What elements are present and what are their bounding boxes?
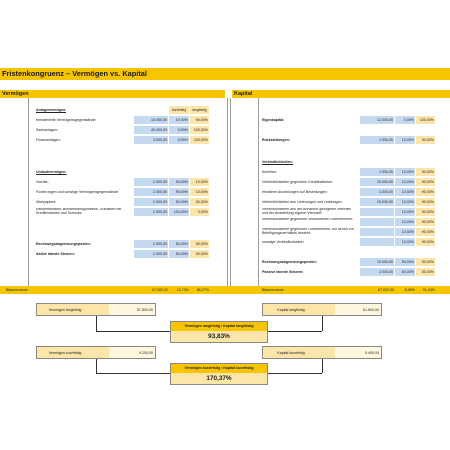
row-label: Wertpapiere: [36,200,57,204]
umlauf-title-row [36,168,211,176]
table-row [262,116,437,124]
long-percent: 50,00% [190,240,209,248]
row-label: Finanzanlagen: [36,138,61,142]
long-percent: 90,00% [416,136,435,144]
sum-left-long: 86,27% [196,288,209,292]
table-row [36,188,211,196]
table-row [262,198,437,206]
table-row [262,258,437,266]
table-row [262,238,437,246]
short-percent-input[interactable]: 10,00% [169,116,189,124]
capital-short-value: 5.400,00 [335,347,381,358]
sum-label-left: Bilanzsumme [6,288,28,292]
value-input[interactable]: 10.000,00 [134,116,168,124]
row-label: erhaltene Anzahlungen auf Bestellungen: [262,190,328,194]
assets-short-label: Vermögen kurzfristig [48,351,82,355]
table-row [36,136,211,144]
row-label: Rechnungsabgrenzungsposten: [36,242,91,246]
value-input[interactable]: 2.000,00 [134,188,168,196]
ratio-long-value: 93,83% [208,333,230,340]
row-label: Verbindlichkeiten gegenüber Unternehmen, mit denen ein Beteiligungsverhältnis besteht: [262,228,354,236]
short-percent-input[interactable]: 50,00% [169,198,189,206]
connector [96,316,97,331]
row-label: Kassenbestand, Bundesbankguthaben, Guthaben bei Kreditinstituten und Schecks: [36,208,122,216]
connector [268,331,322,332]
long-percent: 90,00% [416,238,435,246]
col-short-header: kurzfristig [169,106,189,114]
short-percent-input[interactable]: 10,00% [395,178,415,186]
long-percent: 90,00% [416,188,435,196]
short-percent-input[interactable]: 10,00% [395,136,415,144]
short-percent-input[interactable]: 0,00% [395,116,415,124]
short-percent-input[interactable]: 90,00% [169,178,189,186]
assets-long-label: Vermögen langfristig [48,308,82,312]
sum-right-value: 67.000,00 [378,288,394,292]
long-percent: 0,00% [190,208,209,216]
short-percent-input[interactable]: 0,00% [169,126,189,134]
long-percent: 50,00% [190,250,209,258]
anlage-title: Anlagevermögen: [36,108,67,112]
table-row [36,240,211,248]
row-label: Verbindlichkeiten gegenüber verbundenen Unternehmen: [262,218,354,222]
ratio-long-box [170,321,268,343]
long-percent: 90,00% [416,208,435,216]
short-percent-input[interactable]: 10,00% [395,198,415,206]
table-row [262,228,437,236]
capital-short-box [262,346,382,359]
value-input[interactable]: 12.000,00 [360,116,394,124]
short-percent-input[interactable]: 50,00% [169,250,189,258]
value-input[interactable]: 40.000,00 [134,126,168,134]
table-row [36,208,211,216]
connector [96,331,170,332]
long-percent: 100,00% [190,136,209,144]
sum-left-value: 67.000,00 [152,288,168,292]
long-percent: 90,00% [416,228,435,236]
connector [96,373,170,374]
value-input[interactable]: 1.000,00 [360,188,394,196]
short-percent-input[interactable]: 100,00% [169,208,189,216]
value-input[interactable]: 20.000,00 [360,198,394,206]
left-col-header-row [36,106,211,114]
value-input[interactable]: 2.000,00 [360,268,394,276]
value-input[interactable]: 2.000,00 [134,178,168,186]
connector [322,316,323,331]
ratio-short-label: Vermögen kurzfristig / Kapital kurzfristig [171,364,267,373]
value-input[interactable]: 1.000,00 [360,136,394,144]
short-percent-input[interactable]: 10,00% [395,238,415,246]
connector [268,373,322,374]
balance-sum-row [0,286,450,294]
assets-long-box [36,303,156,316]
row-label: Verbindlichkeiten gegenüber Kreditinstituten: [262,180,334,184]
verb-title-row [262,158,437,166]
long-percent: 90,00% [416,178,435,186]
capital-long-box [262,303,382,316]
sheet-title: Fristenkongruenz – Vermögen vs. Kapital [0,68,450,80]
capital-header: Kapital [232,90,450,98]
table-row [262,268,437,276]
spreadsheet [0,68,450,398]
value-input[interactable]: 10.000,00 [360,258,394,266]
value-input[interactable]: 2.000,00 [134,198,168,206]
long-percent: 50,00% [416,258,435,266]
long-percent: 100,00% [190,126,209,134]
row-label: Rechnungsabgrenzungsposten: [262,260,317,264]
value-input[interactable]: 20.000,00 [360,178,394,186]
table-row [262,136,437,144]
table-row [262,208,437,216]
row-label: Immaterielle Vermögensgegenstände: [36,118,97,122]
value-input[interactable]: 2.000,00 [134,208,168,216]
row-label: sonstige Verbindlichkeiten: [262,240,305,244]
verb-title: Verbindlichkeiten: [262,160,293,164]
table-row [36,250,211,258]
sum-right-short: 8,06% [404,288,415,292]
row-label: Vorräte: [36,180,49,184]
col-long-header: langfristig [190,106,209,114]
long-percent: 90,00% [190,116,209,124]
sum-right-long: 91,94% [422,288,435,292]
sum-left-short: 13,73% [176,288,189,292]
value-input[interactable] [360,228,394,236]
row-label: Aktive latente Steuern: [36,252,75,256]
center-divider [227,98,228,286]
value-input[interactable] [360,238,394,246]
long-percent: 90,00% [416,168,435,176]
short-percent-input[interactable]: 10,00% [395,228,415,236]
left-border [28,98,29,286]
value-input[interactable] [360,208,394,216]
short-percent-input[interactable]: 10,00% [395,208,415,216]
short-percent-input[interactable]: 10,00% [395,218,415,226]
ratio-long-label: Vermögen langfristig / Kapital langfristig [171,322,267,331]
assets-short-value: 9.200,00 [109,347,155,358]
row-label: Forderungen und sonstige Vermögensgegenstände: [36,190,119,194]
table-row [36,178,211,186]
table-row [262,188,437,196]
short-percent-input[interactable]: 0,00% [169,136,189,144]
table-row [262,218,437,226]
short-percent-input[interactable]: 50,00% [395,268,415,276]
ratio-short-box [170,363,268,385]
long-percent: 50,00% [416,268,435,276]
assets-long-value: 57.800,00 [109,304,155,315]
short-percent-input[interactable]: 50,00% [395,258,415,266]
long-percent: 50,00% [190,198,209,206]
table-row [36,126,211,134]
short-percent-input[interactable]: 50,00% [169,240,189,248]
value-input[interactable]: 2.000,00 [134,250,168,258]
short-percent-input[interactable]: 10,00% [395,168,415,176]
row-label: Anleihen: [262,170,277,174]
table-row [36,198,211,206]
umlauf-title: Umlaufvermögen: [36,170,67,174]
row-label: Eigenkapital: [262,118,285,122]
right-border [258,98,259,286]
row-label: Sachanlagen: [36,128,58,132]
short-percent-input[interactable]: 90,00% [169,188,189,196]
capital-long-value: 61.600,00 [335,304,381,315]
table-row [36,116,211,124]
long-percent: 10,00% [190,188,209,196]
value-input[interactable]: 2.000,00 [134,240,168,248]
short-percent-input[interactable]: 10,00% [395,188,415,196]
value-input[interactable]: 1.000,00 [360,168,394,176]
row-label: Rückstellungen: [262,138,290,142]
connector [96,359,97,373]
long-percent: 10,00% [190,178,209,186]
table-row [262,168,437,176]
assets-short-box [36,346,156,359]
value-input[interactable]: 3.000,00 [134,136,168,144]
row-label: Verbindlichkeiten aus der Annahme gezogener Wechsel und der Ausstellung eigener Wechsel: [262,208,352,216]
long-percent: 90,00% [416,198,435,206]
table-row [262,178,437,186]
connector [322,359,323,373]
row-label: Verbindlichkeiten aus Lieferungen und Leistungen: [262,200,343,204]
capital-short-label: Kapital kurzfristig [277,351,305,355]
center-divider-2 [230,98,231,286]
capital-long-label: Kapital langfristig [277,308,305,312]
value-input[interactable] [360,218,394,226]
assets-header: Vermögen [0,90,225,98]
sum-label-right: Bilanzsumme [262,288,284,292]
long-percent: 90,00% [416,218,435,226]
long-percent: 100,00% [416,116,435,124]
row-label: Passive latente Steuern: [262,270,304,274]
ratio-short-value: 170,37% [206,375,232,382]
